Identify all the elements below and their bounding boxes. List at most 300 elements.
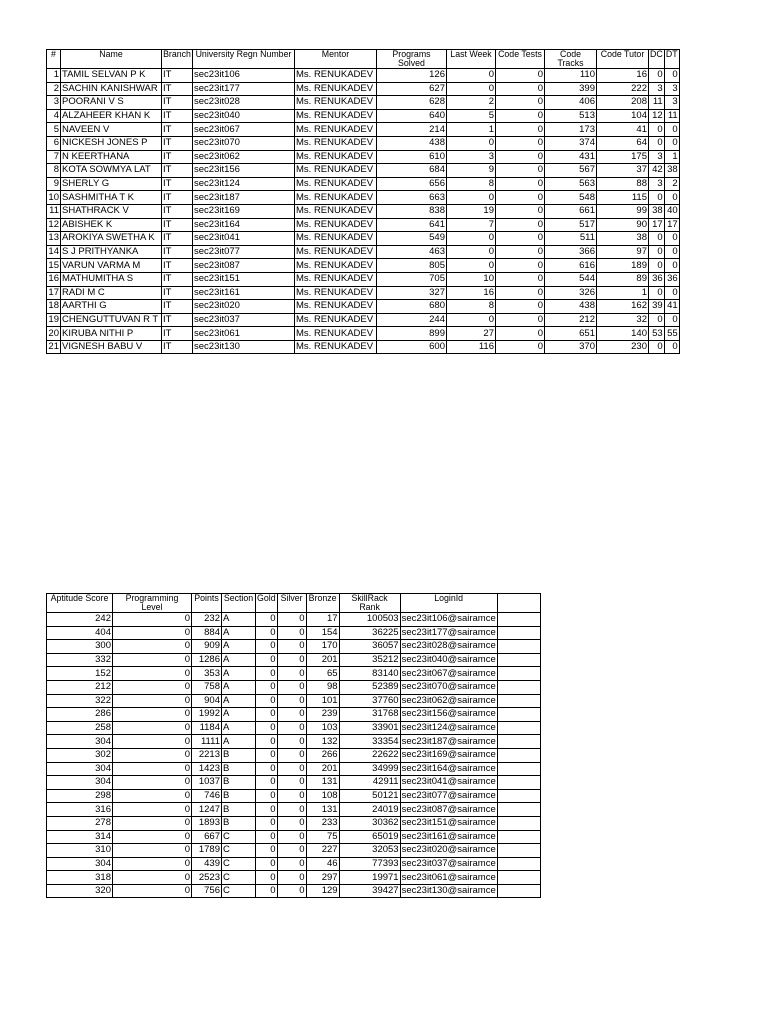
cell-empty	[497, 816, 540, 830]
cell-silver: 0	[277, 667, 306, 681]
cell-silver: 0	[277, 626, 306, 640]
cell-dc: 53	[649, 327, 665, 341]
cell-mentor: Ms. RENUKADEV	[295, 272, 377, 286]
cell-skillrack-rank: 100503	[339, 613, 400, 627]
cell-mentor: Ms. RENUKADEV	[295, 136, 377, 150]
cell-last-week: 3	[447, 150, 496, 164]
cell-loginid: sec23it040@sairamce	[401, 654, 496, 666]
cell-skillrack-rank: 39427	[339, 884, 400, 898]
cell-university-regn-number: sec23it070	[193, 136, 295, 150]
cell-points: 667	[192, 830, 222, 844]
cell-dc: 0	[649, 313, 665, 327]
table-row	[47, 286, 680, 300]
cell-last-week: 5	[447, 109, 496, 123]
cell-points: 1423	[192, 762, 222, 776]
cell-programs-solved: 640	[377, 109, 447, 123]
cell-dc: 0	[649, 191, 665, 205]
cell-programs-solved: 805	[377, 259, 447, 273]
cell-code-tests: 0	[496, 204, 545, 218]
cell-branch: IT	[162, 164, 193, 178]
cell-mentor: Ms. RENUKADEV	[295, 300, 377, 314]
cell-branch: IT	[162, 232, 193, 246]
cell-code-tests: 0	[496, 96, 545, 110]
cell-gold: 0	[256, 735, 278, 749]
column-header-: #	[47, 50, 61, 69]
table-row	[47, 803, 541, 817]
table-row	[47, 762, 541, 776]
cell-silver: 0	[277, 735, 306, 749]
cell-code-tests: 0	[496, 232, 545, 246]
cell-programming-level: 0	[113, 667, 192, 681]
cell-university-regn-number: sec23it061	[193, 327, 295, 341]
cell-skillrack-rank: 35212	[339, 653, 400, 667]
column-header-section: Section	[222, 594, 256, 613]
cell-silver: 0	[277, 844, 306, 858]
cell-code-tracks: 431	[545, 150, 597, 164]
cell-university-regn-number: sec23it124	[193, 177, 295, 191]
cell-university-regn-number: sec23it169	[193, 204, 295, 218]
cell-code-tests: 0	[496, 272, 545, 286]
student-progress-table	[46, 49, 680, 354]
cell-aptitude-score: 300	[47, 640, 113, 654]
cell-branch: IT	[162, 96, 193, 110]
cell-branch: IT	[162, 340, 193, 354]
cell-programs-solved: 705	[377, 272, 447, 286]
cell-code-tutor: 99	[597, 204, 649, 218]
cell-programs-solved: 610	[377, 150, 447, 164]
cell-dc: 0	[649, 340, 665, 354]
cell-university-regn-number: sec23it164	[193, 218, 295, 232]
cell-programming-level: 0	[113, 762, 192, 776]
cell-dt: 17	[664, 218, 679, 232]
cell-university-regn-number: sec23it028	[193, 96, 295, 110]
cell-bronze: 170	[306, 640, 339, 654]
cell-dc: 0	[649, 69, 665, 83]
table-row	[47, 748, 541, 762]
cell-name: MATHUMITHA S	[61, 272, 162, 286]
cell-programming-level: 0	[113, 708, 192, 722]
cell-programs-solved: 628	[377, 96, 447, 110]
table-row	[47, 884, 541, 898]
cell-points: 1893	[192, 816, 222, 830]
cell-section: A	[222, 708, 256, 722]
cell-programming-level: 0	[113, 653, 192, 667]
cell-last-week: 0	[447, 313, 496, 327]
cell-code-tests: 0	[496, 218, 545, 232]
cell-dt: 1	[664, 150, 679, 164]
cell-code-tutor: 37	[597, 164, 649, 178]
cell-silver: 0	[277, 640, 306, 654]
cell-skillrack-rank: 42911	[339, 776, 400, 790]
cell-last-week: 0	[447, 259, 496, 273]
table-row	[47, 816, 541, 830]
cell-last-week: 0	[447, 191, 496, 205]
cell-mentor: Ms. RENUKADEV	[295, 82, 377, 96]
cell-aptitude-score: 304	[47, 735, 113, 749]
cell-aptitude-score: 316	[47, 803, 113, 817]
cell-bronze: 65	[306, 667, 339, 681]
cell-bronze: 131	[306, 803, 339, 817]
cell-code-tests: 0	[496, 164, 545, 178]
cell-loginid: sec23it061@sairamce	[401, 871, 496, 883]
cell-section: A	[222, 640, 256, 654]
cell-name: VIGNESH BABU V	[61, 340, 162, 354]
cell-aptitude-score: 302	[47, 748, 113, 762]
cell-section: C	[222, 884, 256, 898]
cell-programs-solved: 627	[377, 82, 447, 96]
cell-bronze: 154	[306, 626, 339, 640]
cell-code-tutor: 115	[597, 191, 649, 205]
cell-programs-solved: 214	[377, 123, 447, 137]
cell-programs-solved: 899	[377, 327, 447, 341]
cell-section: B	[222, 762, 256, 776]
cell-silver: 0	[277, 803, 306, 817]
table-row	[47, 871, 541, 885]
cell-skillrack-rank: 30362	[339, 816, 400, 830]
cell-code-tests: 0	[496, 245, 545, 259]
cell-loginid: sec23it169@sairamce	[401, 749, 496, 761]
cell-university-regn-number: sec23it062	[193, 150, 295, 164]
table-row	[47, 191, 680, 205]
cell-loginid: sec23it037@sairamce	[401, 857, 496, 869]
cell-university-regn-number: sec23it161	[193, 286, 295, 300]
cell-programming-level: 0	[113, 680, 192, 694]
cell-programs-solved: 641	[377, 218, 447, 232]
cell-dt: 2	[664, 177, 679, 191]
cell-name: TAMIL SELVAN P K	[61, 69, 162, 83]
cell-name: KOTA SOWMYA LAT	[61, 164, 162, 178]
cell-loginid: sec23it062@sairamce	[401, 694, 496, 706]
cell-loginid: sec23it087@sairamce	[401, 803, 496, 815]
cell-points: 884	[192, 626, 222, 640]
cell-branch: IT	[162, 191, 193, 205]
cell-dt: 0	[664, 245, 679, 259]
cell-branch: IT	[162, 177, 193, 191]
cell-silver: 0	[277, 884, 306, 898]
cell-aptitude-score: 212	[47, 680, 113, 694]
cell-dt: 0	[664, 191, 679, 205]
table-row	[47, 313, 680, 327]
cell-name: KIRUBA NITHI P	[61, 327, 162, 341]
cell-skillrack-rank: 36057	[339, 640, 400, 654]
table-row	[47, 109, 680, 123]
cell-name: SASHMITHA T K	[61, 191, 162, 205]
cell-dt: 36	[664, 272, 679, 286]
cell-silver: 0	[277, 871, 306, 885]
cell-gold: 0	[256, 871, 278, 885]
cell-points: 746	[192, 789, 222, 803]
cell-empty	[497, 640, 540, 654]
cell-: 21	[48, 341, 59, 353]
cell-empty	[497, 884, 540, 898]
cell-last-week: 7	[447, 218, 496, 232]
cell-programming-level: 0	[113, 626, 192, 640]
table-row	[47, 694, 541, 708]
cell-silver: 0	[277, 721, 306, 735]
cell-bronze: 101	[306, 694, 339, 708]
column-header-loginid: LoginId	[400, 594, 497, 613]
cell-programs-solved: 549	[377, 232, 447, 246]
cell-bronze: 131	[306, 776, 339, 790]
cell-code-tutor: 16	[597, 69, 649, 83]
cell-points: 1286	[192, 653, 222, 667]
cell-skillrack-rank: 83140	[339, 667, 400, 681]
cell-section: A	[222, 613, 256, 627]
cell-dt: 41	[664, 300, 679, 314]
cell-programming-level: 0	[113, 640, 192, 654]
cell-mentor: Ms. RENUKADEV	[295, 286, 377, 300]
cell-code-tutor: 222	[597, 82, 649, 96]
column-header-gold: Gold	[256, 594, 278, 613]
table-row	[47, 640, 541, 654]
cell-bronze: 75	[306, 830, 339, 844]
cell-gold: 0	[256, 708, 278, 722]
cell-dt: 40	[664, 204, 679, 218]
cell-silver: 0	[277, 653, 306, 667]
cell-code-tests: 0	[496, 340, 545, 354]
cell-programs-solved: 463	[377, 245, 447, 259]
cell-aptitude-score: 404	[47, 626, 113, 640]
cell-branch: IT	[162, 300, 193, 314]
cell-mentor: Ms. RENUKADEV	[295, 313, 377, 327]
cell-loginid: sec23it156@sairamce	[401, 708, 496, 720]
cell-loginid: sec23it124@sairamce	[401, 722, 496, 734]
cell-code-tests: 0	[496, 286, 545, 300]
cell-branch: IT	[162, 123, 193, 137]
cell-university-regn-number: sec23it130	[193, 340, 295, 354]
cell-skillrack-rank: 33354	[339, 735, 400, 749]
cell-university-regn-number: sec23it177	[193, 82, 295, 96]
cell-bronze: 233	[306, 816, 339, 830]
cell-empty	[497, 735, 540, 749]
cell-code-tracks: 326	[545, 286, 597, 300]
cell-points: 756	[192, 884, 222, 898]
skillrack-stats-table	[46, 593, 541, 898]
column-header-name: Name	[61, 50, 162, 69]
cell-code-tutor: 162	[597, 300, 649, 314]
cell-code-tutor: 140	[597, 327, 649, 341]
cell-programs-solved: 680	[377, 300, 447, 314]
cell-code-tutor: 64	[597, 136, 649, 150]
cell-dc: 0	[649, 123, 665, 137]
cell-: 10	[48, 191, 59, 203]
cell-section: B	[222, 803, 256, 817]
cell-section: A	[222, 653, 256, 667]
table-row	[47, 830, 541, 844]
cell-dt: 0	[664, 313, 679, 327]
cell-section: A	[222, 680, 256, 694]
cell-empty	[497, 776, 540, 790]
cell-dc: 39	[649, 300, 665, 314]
cell-silver: 0	[277, 762, 306, 776]
table-row	[47, 232, 680, 246]
cell-last-week: 27	[447, 327, 496, 341]
cell-code-tracks: 173	[545, 123, 597, 137]
cell-dt: 0	[664, 69, 679, 83]
cell-branch: IT	[162, 204, 193, 218]
cell-last-week: 16	[447, 286, 496, 300]
cell-dt: 0	[664, 123, 679, 137]
cell-dc: 12	[649, 109, 665, 123]
cell-code-tests: 0	[496, 82, 545, 96]
cell-aptitude-score: 318	[47, 871, 113, 885]
cell-programming-level: 0	[113, 830, 192, 844]
cell-bronze: 132	[306, 735, 339, 749]
table-row	[47, 259, 680, 273]
table-row	[47, 667, 541, 681]
cell-empty	[497, 680, 540, 694]
cell-university-regn-number: sec23it020	[193, 300, 295, 314]
cell-mentor: Ms. RENUKADEV	[295, 164, 377, 178]
cell-points: 232	[192, 613, 222, 627]
cell-bronze: 266	[306, 748, 339, 762]
cell-aptitude-score: 304	[47, 857, 113, 871]
cell-university-regn-number: sec23it067	[193, 123, 295, 137]
cell-last-week: 0	[447, 136, 496, 150]
cell-programming-level: 0	[113, 871, 192, 885]
cell-: 1	[47, 69, 61, 83]
cell-empty	[497, 708, 540, 722]
table-row	[47, 164, 680, 178]
cell-name: ALZAHEER KHAN K	[61, 109, 162, 123]
column-header-bronze: Bronze	[306, 594, 339, 613]
cell-code-tutor: 175	[597, 150, 649, 164]
cell-: 2	[47, 82, 61, 96]
column-header-last-week: Last Week	[447, 50, 496, 69]
column-header-empty	[497, 594, 540, 613]
cell-: 19	[48, 313, 59, 325]
cell-empty	[497, 667, 540, 681]
cell-silver: 0	[277, 708, 306, 722]
cell-gold: 0	[256, 694, 278, 708]
cell-aptitude-score: 242	[47, 613, 113, 627]
cell-: 4	[47, 109, 61, 123]
cell-branch: IT	[162, 313, 193, 327]
cell-branch: IT	[162, 82, 193, 96]
cell-code-tracks: 212	[545, 313, 597, 327]
cell-mentor: Ms. RENUKADEV	[295, 177, 377, 191]
cell-programs-solved: 438	[377, 136, 447, 150]
cell-code-tutor: 97	[597, 245, 649, 259]
cell-programs-solved: 600	[377, 340, 447, 354]
cell-code-tests: 0	[496, 123, 545, 137]
cell-branch: IT	[162, 136, 193, 150]
table-row	[47, 82, 680, 96]
cell-points: 439	[192, 857, 222, 871]
cell-branch: IT	[162, 245, 193, 259]
cell-loginid: sec23it041@sairamce	[401, 776, 496, 788]
cell-code-tracks: 399	[545, 82, 597, 96]
cell-code-tutor: 189	[597, 259, 649, 273]
cell-name: VARUN VARMA M	[61, 259, 162, 273]
table-row	[47, 789, 541, 803]
cell-skillrack-rank: 22622	[339, 748, 400, 762]
cell-programming-level: 0	[113, 613, 192, 627]
cell-aptitude-score: 304	[47, 776, 113, 790]
cell-section: A	[222, 735, 256, 749]
cell-: 18	[48, 300, 59, 312]
table-row	[47, 272, 680, 286]
cell-loginid: sec23it028@sairamce	[401, 640, 496, 652]
cell-code-tutor: 104	[597, 109, 649, 123]
cell-skillrack-rank: 52389	[339, 680, 400, 694]
cell-: 8	[47, 164, 61, 178]
table-row	[47, 626, 541, 640]
table-row	[47, 340, 680, 354]
table-row	[47, 721, 541, 735]
cell-: 9	[47, 177, 61, 191]
cell-last-week: 0	[447, 232, 496, 246]
cell-: 12	[48, 218, 59, 230]
cell-bronze: 201	[306, 653, 339, 667]
cell-mentor: Ms. RENUKADEV	[295, 327, 377, 341]
cell-bronze: 227	[306, 844, 339, 858]
cell-points: 758	[192, 680, 222, 694]
cell-skillrack-rank: 36225	[339, 626, 400, 640]
cell-bronze: 129	[306, 884, 339, 898]
cell-aptitude-score: 310	[47, 844, 113, 858]
cell-programs-solved: 656	[377, 177, 447, 191]
cell-section: C	[222, 857, 256, 871]
cell-branch: IT	[162, 69, 193, 83]
cell-bronze: 46	[306, 857, 339, 871]
cell-code-tracks: 544	[545, 272, 597, 286]
cell-last-week: 10	[447, 272, 496, 286]
cell-loginid: sec23it187@sairamce	[401, 735, 496, 747]
cell-university-regn-number: sec23it106	[193, 69, 295, 83]
cell-name: AROKIYA SWETHA K	[61, 232, 162, 246]
cell-section: B	[222, 776, 256, 790]
cell-bronze: 17	[306, 613, 339, 627]
table-row	[47, 136, 680, 150]
cell-mentor: Ms. RENUKADEV	[295, 150, 377, 164]
cell-gold: 0	[256, 613, 278, 627]
cell-dt: 0	[664, 136, 679, 150]
cell-last-week: 2	[447, 96, 496, 110]
cell-code-tracks: 661	[545, 204, 597, 218]
cell-last-week: 8	[447, 177, 496, 191]
cell-gold: 0	[256, 803, 278, 817]
cell-dt: 0	[664, 232, 679, 246]
cell-gold: 0	[256, 680, 278, 694]
table-row	[47, 150, 680, 164]
cell-name: RADI M C	[61, 286, 162, 300]
column-header-code-tutor: Code Tutor	[597, 50, 649, 69]
cell-dc: 36	[649, 272, 665, 286]
cell-programming-level: 0	[113, 816, 192, 830]
cell-empty	[497, 721, 540, 735]
cell-points: 1184	[192, 721, 222, 735]
cell-: 16	[48, 273, 59, 285]
cell-silver: 0	[277, 748, 306, 762]
cell-aptitude-score: 322	[47, 694, 113, 708]
cell-loginid: sec23it020@sairamce	[401, 844, 496, 856]
cell-programming-level: 0	[113, 857, 192, 871]
cell-programs-solved: 684	[377, 164, 447, 178]
cell-name: CHENGUTTUVAN R T	[61, 313, 162, 327]
cell-dt: 0	[664, 259, 679, 273]
cell-code-tests: 0	[496, 136, 545, 150]
cell-programming-level: 0	[113, 748, 192, 762]
cell-gold: 0	[256, 667, 278, 681]
cell-programming-level: 0	[113, 789, 192, 803]
cell-mentor: Ms. RENUKADEV	[295, 340, 377, 354]
cell-university-regn-number: sec23it041	[193, 232, 295, 246]
cell-section: C	[222, 871, 256, 885]
cell-name: NICKESH JONES P	[61, 136, 162, 150]
cell-code-tests: 0	[496, 259, 545, 273]
cell-university-regn-number: sec23it156	[193, 164, 295, 178]
